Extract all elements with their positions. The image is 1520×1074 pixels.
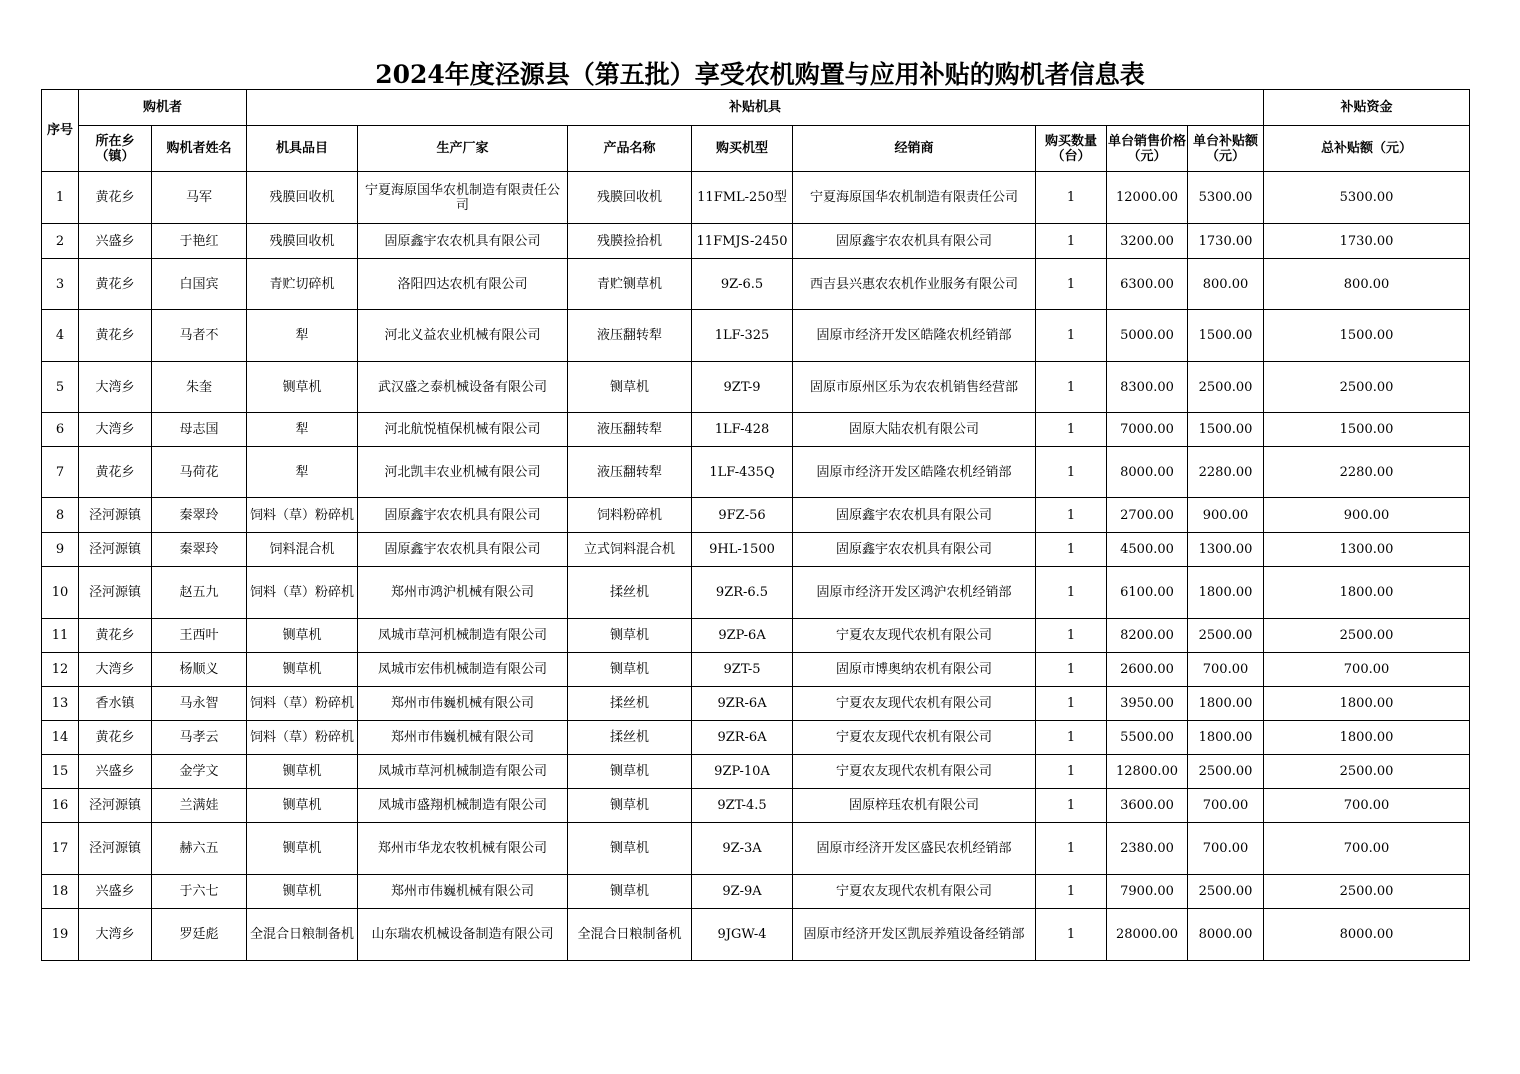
cell-unit-price: 2600.00 <box>1107 653 1188 687</box>
subsidy-table <box>41 89 1470 961</box>
cell-township: 黄花乡 <box>79 259 152 310</box>
cell-total-subsidy: 900.00 <box>1264 498 1470 533</box>
cell-category: 残膜回收机 <box>247 172 358 224</box>
table-row <box>42 721 1470 755</box>
cell-unit-price: 6100.00 <box>1107 567 1188 619</box>
cell-category: 饲料（草）粉碎机 <box>247 687 358 721</box>
cell-unit-price: 5500.00 <box>1107 721 1188 755</box>
cell-category: 犁 <box>247 413 358 447</box>
cell-model: 9FZ-56 <box>692 498 793 533</box>
cell-quantity: 1 <box>1036 567 1107 619</box>
cell-manufacturer: 凤城市宏伟机械制造有限公司 <box>358 653 568 687</box>
cell-dealer: 固原梓珏农机有限公司 <box>793 789 1036 823</box>
cell-unit-price: 2380.00 <box>1107 823 1188 875</box>
cell-buyer-name: 马荷花 <box>152 447 247 498</box>
header-unit-subsidy: 单台补贴额（元） <box>1188 126 1264 172</box>
cell-category: 铡草机 <box>247 789 358 823</box>
cell-dealer: 固原鑫宇农农机具有限公司 <box>793 533 1036 567</box>
cell-manufacturer: 洛阳四达农机有限公司 <box>358 259 568 310</box>
cell-dealer: 固原大陆农机有限公司 <box>793 413 1036 447</box>
header-machine-group: 补贴机具 <box>247 90 1264 126</box>
cell-seq: 15 <box>42 755 79 789</box>
cell-unit-subsidy: 900.00 <box>1188 498 1264 533</box>
cell-township: 黄花乡 <box>79 721 152 755</box>
cell-model: 9ZP-6A <box>692 619 793 653</box>
cell-quantity: 1 <box>1036 533 1107 567</box>
table-row <box>42 875 1470 909</box>
cell-buyer-name: 于艳红 <box>152 224 247 259</box>
cell-seq: 13 <box>42 687 79 721</box>
cell-product: 青贮铡草机 <box>568 259 692 310</box>
cell-manufacturer: 凤城市草河机械制造有限公司 <box>358 755 568 789</box>
header-dealer: 经销商 <box>793 126 1036 172</box>
cell-manufacturer: 河北航悦植保机械有限公司 <box>358 413 568 447</box>
table-row <box>42 687 1470 721</box>
cell-buyer-name: 马孝云 <box>152 721 247 755</box>
cell-product: 饲料粉碎机 <box>568 498 692 533</box>
cell-buyer-name: 白国宾 <box>152 259 247 310</box>
cell-total-subsidy: 1800.00 <box>1264 721 1470 755</box>
cell-unit-subsidy: 1300.00 <box>1188 533 1264 567</box>
header-buyer-name: 购机者姓名 <box>152 126 247 172</box>
cell-unit-subsidy: 800.00 <box>1188 259 1264 310</box>
cell-unit-price: 3600.00 <box>1107 789 1188 823</box>
cell-category: 铡草机 <box>247 619 358 653</box>
cell-model: 9ZT-9 <box>692 362 793 413</box>
cell-township: 黄花乡 <box>79 447 152 498</box>
cell-total-subsidy: 1800.00 <box>1264 567 1470 619</box>
page-title: 2024年度泾源县（第五批）享受农机购置与应用补贴的购机者信息表 <box>375 60 1145 89</box>
cell-dealer: 固原市经济开发区鸿沪农机经销部 <box>793 567 1036 619</box>
cell-buyer-name: 兰满娃 <box>152 789 247 823</box>
cell-manufacturer: 宁夏海原国华农机制造有限责任公司 <box>358 172 568 224</box>
cell-total-subsidy: 1730.00 <box>1264 224 1470 259</box>
table-row <box>42 909 1470 961</box>
cell-quantity: 1 <box>1036 909 1107 961</box>
cell-manufacturer: 郑州市华龙农牧机械有限公司 <box>358 823 568 875</box>
cell-quantity: 1 <box>1036 172 1107 224</box>
cell-unit-subsidy: 2500.00 <box>1188 875 1264 909</box>
cell-quantity: 1 <box>1036 224 1107 259</box>
cell-manufacturer: 固原鑫宇农农机具有限公司 <box>358 224 568 259</box>
cell-quantity: 1 <box>1036 653 1107 687</box>
cell-dealer: 固原鑫宇农农机具有限公司 <box>793 498 1036 533</box>
cell-unit-subsidy: 1800.00 <box>1188 567 1264 619</box>
cell-township: 泾河源镇 <box>79 823 152 875</box>
cell-total-subsidy: 5300.00 <box>1264 172 1470 224</box>
cell-seq: 2 <box>42 224 79 259</box>
cell-quantity: 1 <box>1036 619 1107 653</box>
cell-model: 9Z-3A <box>692 823 793 875</box>
table-row <box>42 362 1470 413</box>
header-manufacturer: 生产厂家 <box>358 126 568 172</box>
cell-category: 铡草机 <box>247 755 358 789</box>
header-quantity: 购买数量（台） <box>1036 126 1107 172</box>
cell-unit-price: 7000.00 <box>1107 413 1188 447</box>
cell-unit-subsidy: 2280.00 <box>1188 447 1264 498</box>
table-row <box>42 653 1470 687</box>
cell-category: 饲料混合机 <box>247 533 358 567</box>
cell-category: 饲料（草）粉碎机 <box>247 498 358 533</box>
cell-model: 11FMJS-2450 <box>692 224 793 259</box>
cell-product: 液压翻转犁 <box>568 310 692 362</box>
cell-unit-price: 7900.00 <box>1107 875 1188 909</box>
cell-dealer: 固原市经济开发区皓隆农机经销部 <box>793 447 1036 498</box>
cell-township: 大湾乡 <box>79 653 152 687</box>
cell-product: 铡草机 <box>568 755 692 789</box>
cell-category: 全混合日粮制备机 <box>247 909 358 961</box>
cell-product: 铡草机 <box>568 619 692 653</box>
cell-product: 铡草机 <box>568 875 692 909</box>
cell-total-subsidy: 1500.00 <box>1264 413 1470 447</box>
header-buyer-group: 购机者 <box>79 90 247 126</box>
cell-dealer: 固原市博奥纳农机有限公司 <box>793 653 1036 687</box>
cell-unit-subsidy: 700.00 <box>1188 823 1264 875</box>
table-row <box>42 224 1470 259</box>
cell-model: 1LF-325 <box>692 310 793 362</box>
cell-total-subsidy: 8000.00 <box>1264 909 1470 961</box>
cell-dealer: 宁夏农友现代农机有限公司 <box>793 875 1036 909</box>
cell-buyer-name: 赵五九 <box>152 567 247 619</box>
cell-manufacturer: 武汉盛之泰机械设备有限公司 <box>358 362 568 413</box>
cell-township: 大湾乡 <box>79 909 152 961</box>
cell-category: 犁 <box>247 447 358 498</box>
cell-total-subsidy: 1500.00 <box>1264 310 1470 362</box>
cell-manufacturer: 郑州市伟巍机械有限公司 <box>358 875 568 909</box>
cell-seq: 10 <box>42 567 79 619</box>
table-row <box>42 619 1470 653</box>
cell-seq: 4 <box>42 310 79 362</box>
cell-dealer: 固原市原州区乐为农农机销售经营部 <box>793 362 1036 413</box>
table-row <box>42 823 1470 875</box>
table-row <box>42 567 1470 619</box>
cell-product: 全混合日粮制备机 <box>568 909 692 961</box>
cell-quantity: 1 <box>1036 447 1107 498</box>
cell-model: 11FML-250型 <box>692 172 793 224</box>
cell-total-subsidy: 700.00 <box>1264 653 1470 687</box>
cell-quantity: 1 <box>1036 789 1107 823</box>
cell-buyer-name: 罗廷彪 <box>152 909 247 961</box>
cell-product: 铡草机 <box>568 653 692 687</box>
cell-unit-subsidy: 8000.00 <box>1188 909 1264 961</box>
cell-manufacturer: 郑州市伟巍机械有限公司 <box>358 687 568 721</box>
cell-total-subsidy: 800.00 <box>1264 259 1470 310</box>
cell-manufacturer: 郑州市鸿沪机械有限公司 <box>358 567 568 619</box>
table-row <box>42 498 1470 533</box>
cell-category: 铡草机 <box>247 823 358 875</box>
table-row <box>42 755 1470 789</box>
cell-township: 黄花乡 <box>79 619 152 653</box>
cell-buyer-name: 赫六五 <box>152 823 247 875</box>
cell-unit-price: 8000.00 <box>1107 447 1188 498</box>
cell-seq: 5 <box>42 362 79 413</box>
cell-total-subsidy: 2500.00 <box>1264 362 1470 413</box>
cell-dealer: 宁夏农友现代农机有限公司 <box>793 619 1036 653</box>
cell-manufacturer: 固原鑫宇农农机具有限公司 <box>358 498 568 533</box>
cell-seq: 19 <box>42 909 79 961</box>
cell-category: 残膜回收机 <box>247 224 358 259</box>
cell-unit-subsidy: 700.00 <box>1188 789 1264 823</box>
cell-unit-subsidy: 2500.00 <box>1188 755 1264 789</box>
cell-product: 揉丝机 <box>568 687 692 721</box>
cell-dealer: 西吉县兴惠农农机作业服务有限公司 <box>793 259 1036 310</box>
cell-category: 铡草机 <box>247 362 358 413</box>
cell-manufacturer: 河北义益农业机械有限公司 <box>358 310 568 362</box>
cell-dealer: 宁夏农友现代农机有限公司 <box>793 755 1036 789</box>
cell-total-subsidy: 700.00 <box>1264 823 1470 875</box>
header-category: 机具品目 <box>247 126 358 172</box>
cell-model: 9ZP-10A <box>692 755 793 789</box>
cell-quantity: 1 <box>1036 413 1107 447</box>
cell-quantity: 1 <box>1036 721 1107 755</box>
cell-product: 铡草机 <box>568 362 692 413</box>
cell-unit-subsidy: 1500.00 <box>1188 413 1264 447</box>
cell-category: 铡草机 <box>247 875 358 909</box>
table-row <box>42 172 1470 224</box>
cell-product: 残膜捡拾机 <box>568 224 692 259</box>
header-seq: 序号 <box>42 90 79 172</box>
cell-total-subsidy: 2280.00 <box>1264 447 1470 498</box>
header-total-subsidy: 总补贴额（元） <box>1264 126 1470 172</box>
cell-dealer: 宁夏农友现代农机有限公司 <box>793 687 1036 721</box>
cell-model: 9HL-1500 <box>692 533 793 567</box>
cell-quantity: 1 <box>1036 687 1107 721</box>
cell-product: 铡草机 <box>568 823 692 875</box>
cell-model: 9ZT-5 <box>692 653 793 687</box>
header-unit-price: 单台销售价格（元） <box>1107 126 1188 172</box>
cell-unit-price: 28000.00 <box>1107 909 1188 961</box>
cell-quantity: 1 <box>1036 310 1107 362</box>
cell-buyer-name: 金学文 <box>152 755 247 789</box>
cell-dealer: 固原鑫宇农农机具有限公司 <box>793 224 1036 259</box>
cell-buyer-name: 朱奎 <box>152 362 247 413</box>
cell-category: 青贮切碎机 <box>247 259 358 310</box>
header-product: 产品名称 <box>568 126 692 172</box>
cell-township: 香水镇 <box>79 687 152 721</box>
cell-buyer-name: 马军 <box>152 172 247 224</box>
cell-seq: 1 <box>42 172 79 224</box>
cell-unit-price: 12800.00 <box>1107 755 1188 789</box>
cell-unit-price: 3200.00 <box>1107 224 1188 259</box>
cell-model: 9ZT-4.5 <box>692 789 793 823</box>
cell-total-subsidy: 1300.00 <box>1264 533 1470 567</box>
cell-manufacturer: 固原鑫宇农农机具有限公司 <box>358 533 568 567</box>
cell-total-subsidy: 2500.00 <box>1264 619 1470 653</box>
cell-manufacturer: 郑州市伟巍机械有限公司 <box>358 721 568 755</box>
cell-model: 9Z-6.5 <box>692 259 793 310</box>
cell-unit-subsidy: 2500.00 <box>1188 362 1264 413</box>
cell-product: 揉丝机 <box>568 567 692 619</box>
cell-township: 黄花乡 <box>79 310 152 362</box>
cell-buyer-name: 马永智 <box>152 687 247 721</box>
cell-unit-price: 6300.00 <box>1107 259 1188 310</box>
cell-unit-price: 2700.00 <box>1107 498 1188 533</box>
cell-product: 液压翻转犁 <box>568 413 692 447</box>
header-fund-group: 补贴资金 <box>1264 90 1470 126</box>
cell-unit-price: 5000.00 <box>1107 310 1188 362</box>
cell-category: 犁 <box>247 310 358 362</box>
cell-dealer: 宁夏农友现代农机有限公司 <box>793 721 1036 755</box>
cell-buyer-name: 于六七 <box>152 875 247 909</box>
cell-seq: 18 <box>42 875 79 909</box>
cell-buyer-name: 杨顺义 <box>152 653 247 687</box>
table-row <box>42 259 1470 310</box>
cell-seq: 8 <box>42 498 79 533</box>
cell-buyer-name: 马者不 <box>152 310 247 362</box>
cell-quantity: 1 <box>1036 875 1107 909</box>
cell-buyer-name: 秦翠玲 <box>152 533 247 567</box>
cell-manufacturer: 凤城市草河机械制造有限公司 <box>358 619 568 653</box>
table-row <box>42 533 1470 567</box>
cell-model: 1LF-435Q <box>692 447 793 498</box>
cell-quantity: 1 <box>1036 823 1107 875</box>
cell-product: 立式饲料混合机 <box>568 533 692 567</box>
cell-township: 大湾乡 <box>79 362 152 413</box>
cell-buyer-name: 王西叶 <box>152 619 247 653</box>
cell-unit-subsidy: 700.00 <box>1188 653 1264 687</box>
cell-township: 泾河源镇 <box>79 498 152 533</box>
cell-township: 泾河源镇 <box>79 533 152 567</box>
cell-unit-price: 8200.00 <box>1107 619 1188 653</box>
cell-model: 9Z-9A <box>692 875 793 909</box>
cell-unit-subsidy: 1800.00 <box>1188 721 1264 755</box>
cell-quantity: 1 <box>1036 259 1107 310</box>
cell-quantity: 1 <box>1036 362 1107 413</box>
table-row <box>42 413 1470 447</box>
cell-product: 液压翻转犁 <box>568 447 692 498</box>
cell-manufacturer: 山东瑞农机械设备制造有限公司 <box>358 909 568 961</box>
cell-township: 泾河源镇 <box>79 567 152 619</box>
cell-buyer-name: 秦翠玲 <box>152 498 247 533</box>
header-township: 所在乡（镇） <box>79 126 152 172</box>
cell-total-subsidy: 2500.00 <box>1264 875 1470 909</box>
cell-dealer: 固原市经济开发区皓隆农机经销部 <box>793 310 1036 362</box>
header-model: 购买机型 <box>692 126 793 172</box>
cell-unit-subsidy: 5300.00 <box>1188 172 1264 224</box>
cell-dealer: 宁夏海原国华农机制造有限责任公司 <box>793 172 1036 224</box>
cell-manufacturer: 凤城市盛翔机械制造有限公司 <box>358 789 568 823</box>
cell-township: 兴盛乡 <box>79 875 152 909</box>
cell-dealer: 固原市经济开发区盛民农机经销部 <box>793 823 1036 875</box>
cell-seq: 3 <box>42 259 79 310</box>
cell-unit-price: 4500.00 <box>1107 533 1188 567</box>
cell-unit-subsidy: 1730.00 <box>1188 224 1264 259</box>
cell-seq: 16 <box>42 789 79 823</box>
table-row <box>42 310 1470 362</box>
cell-total-subsidy: 2500.00 <box>1264 755 1470 789</box>
cell-seq: 14 <box>42 721 79 755</box>
cell-model: 9ZR-6A <box>692 721 793 755</box>
cell-total-subsidy: 1800.00 <box>1264 687 1470 721</box>
cell-seq: 6 <box>42 413 79 447</box>
cell-seq: 7 <box>42 447 79 498</box>
cell-product: 铡草机 <box>568 789 692 823</box>
cell-township: 泾河源镇 <box>79 789 152 823</box>
cell-seq: 12 <box>42 653 79 687</box>
cell-township: 黄花乡 <box>79 172 152 224</box>
cell-product: 残膜回收机 <box>568 172 692 224</box>
cell-category: 饲料（草）粉碎机 <box>247 721 358 755</box>
table-row <box>42 789 1470 823</box>
cell-category: 饲料（草）粉碎机 <box>247 567 358 619</box>
cell-quantity: 1 <box>1036 755 1107 789</box>
cell-quantity: 1 <box>1036 498 1107 533</box>
cell-buyer-name: 母志国 <box>152 413 247 447</box>
cell-seq: 17 <box>42 823 79 875</box>
cell-unit-subsidy: 1500.00 <box>1188 310 1264 362</box>
cell-seq: 11 <box>42 619 79 653</box>
table-row <box>42 447 1470 498</box>
cell-model: 1LF-428 <box>692 413 793 447</box>
cell-unit-subsidy: 1800.00 <box>1188 687 1264 721</box>
table-body <box>42 172 1470 961</box>
cell-model: 9ZR-6.5 <box>692 567 793 619</box>
cell-dealer: 固原市经济开发区凯辰养殖设备经销部 <box>793 909 1036 961</box>
cell-model: 9JGW-4 <box>692 909 793 961</box>
cell-township: 大湾乡 <box>79 413 152 447</box>
cell-unit-subsidy: 2500.00 <box>1188 619 1264 653</box>
cell-township: 兴盛乡 <box>79 224 152 259</box>
cell-category: 铡草机 <box>247 653 358 687</box>
cell-total-subsidy: 700.00 <box>1264 789 1470 823</box>
cell-unit-price: 12000.00 <box>1107 172 1188 224</box>
cell-unit-price: 3950.00 <box>1107 687 1188 721</box>
cell-model: 9ZR-6A <box>692 687 793 721</box>
cell-manufacturer: 河北凯丰农业机械有限公司 <box>358 447 568 498</box>
cell-township: 兴盛乡 <box>79 755 152 789</box>
cell-unit-price: 8300.00 <box>1107 362 1188 413</box>
cell-product: 揉丝机 <box>568 721 692 755</box>
cell-seq: 9 <box>42 533 79 567</box>
